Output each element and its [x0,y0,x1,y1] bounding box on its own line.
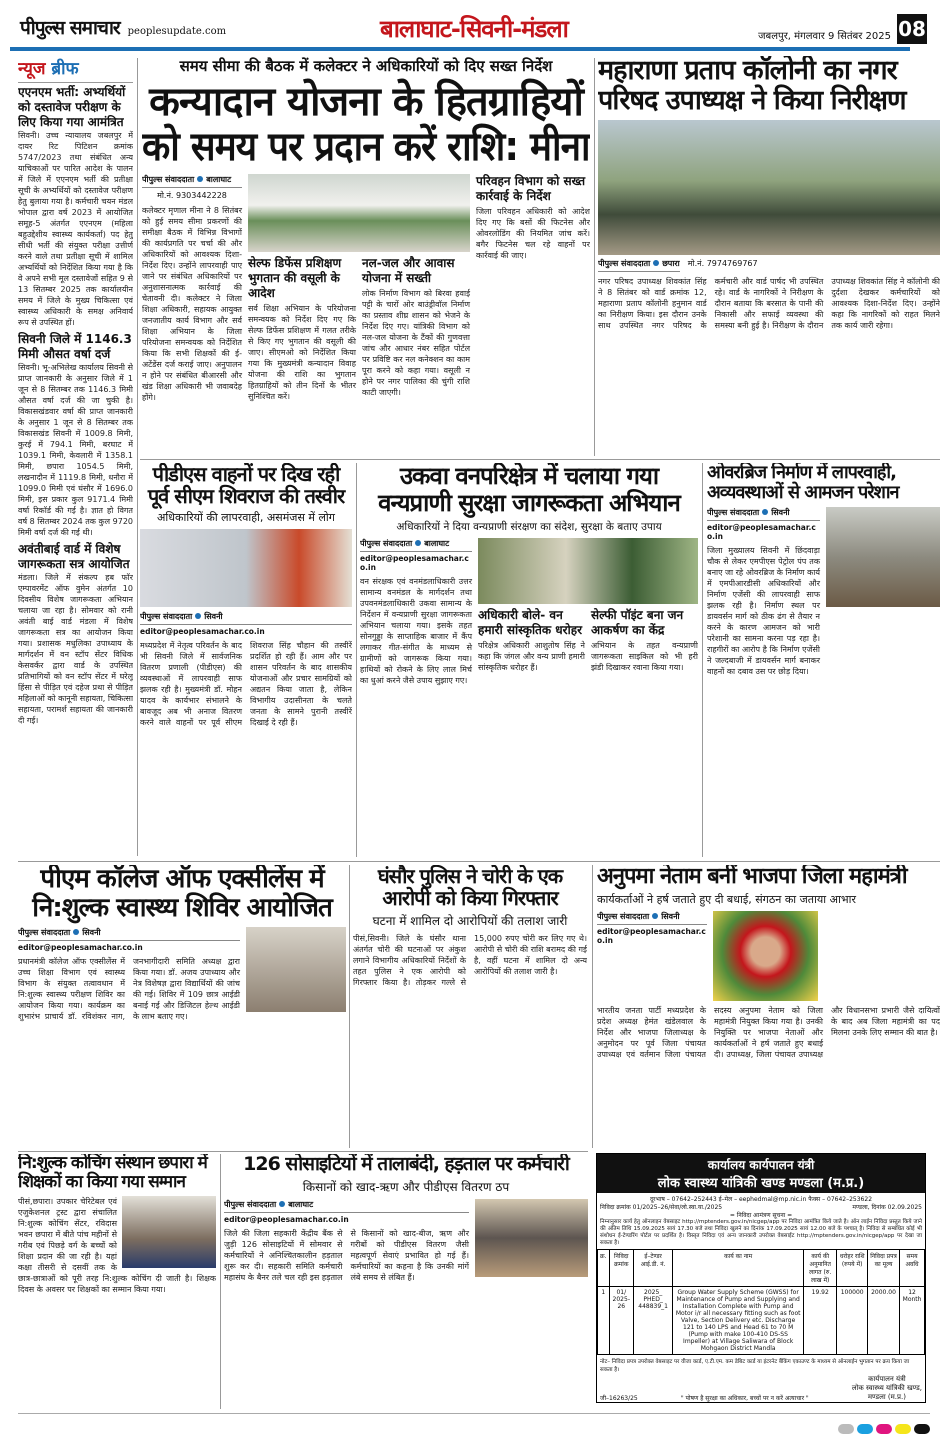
subhead: नल-जल और आवास योजना में सख्ती [362,255,455,285]
pds-headline: पीडीएस वाहनों पर दिख रही पूर्व सीएम शिवराज की तस्वीर [147,463,345,509]
ukwa-headline: उकवा वनपरिक्षेत्र में चलाया गया वन्यप्राणी सुरक्षा जागरूकता अभियान [378,463,680,517]
magenta-swatch-icon [876,1424,892,1434]
tender-contact: दूरभाष – 07642–252443 ई–मेल – eephedmal@mp.nic.in फैक्स – 07642–253622 [649,1196,873,1203]
anupama-body [597,1005,940,1060]
news-brief-column [18,56,133,856]
column-divider [349,865,350,1148]
ghansaur-headline: घंसौर पुलिस ने चोरी के एक आरोपी को किया गिरफ्तार [377,865,563,911]
subhead-body: जिला परिवहन अधिकारी को आदेश दिए गए कि बसों की फिटनेस और ओवरलोडिंग की नियमित जांच करें। बगैर फिटनेस चल रहे वाहनों पर कार्रवाई की जाए। [476,206,590,260]
subhead: परिवहन विभाग को सख्त कार्रवाई के निर्देश [476,173,586,203]
cyan-swatch-icon [857,1424,873,1434]
colony-headline: महाराणा प्रताप कॉलोनी का नगर परिषद उपाध्यक्ष ने किया निरीक्षण [598,56,906,117]
email: editor@peoplesamachar.co.in [18,943,143,953]
subhead: सेल्फ डिफेंस प्रशिक्षण भुगतान की वसूली के आदेश [248,255,342,300]
email: editor@peoplesamachar.co.in [224,1215,349,1225]
bridge-story [707,463,940,857]
tender-intro: निम्नानुसार कार्य हेतु ऑनलाइन वेबसाइट http://mptenders.gov.in/nicgep/app पर निविदा आमंत्रित किये जाते है। ऑन लाईन निविदा प्रस्तुत किये जाने की अंतिम तिथि 15.09.2025 सायं 17.30 बजे तथा निविदा खुलने का दिनांक 17.09.2025 सायं 12.00 बजे के पश्चात् है। निविदा से सम्बंधित कोई भी संशोधन ई-टेण्डरिंग पोर्टल पर प्रदर्शित है। विस्तृत निविदा एवं अन्य जानकारी उपरोक्त वेबसाईट http://mptenders.gov.in/nicgep/app पर देखा जा सकता है। [600,1219,922,1246]
lead-body: कलेक्टर मृणाल मीना ने 8 सितंबर को हुई समय सीमा प्रकरणों की समीक्षा बैठक में विभिन्न विभागों की कार्यप्रगति पर चर्चा की और अधिकारियों को आवश्यक दिशा-निर्देश दिए। उन्होंने लापरवाही पाए जाने पर संबंधित अधिकारियों पर अनुशासनात्मक कार्रवाई की चेतावनी दी। कलेक्टर ने जिला शिक्षा अधिकारी, सहायक आयुक्त जनजातीय कार्य विभाग और सर्व शिक्षा अभियान के जिला परियोजना समन्वयक को निर्देशित किया कि सभी शिक्षकों की ई-अटेंडेंस दर्ज कराई जाए। अनुपालन न होने पर संबंधित बीआरसी और खंड शिक्षा अधिकारी भी जवाबदेह होंगे। [142,205,242,402]
subhead: सेल्फी पॉइंट बना जन आकर्षण का केंद्र [591,607,684,637]
dateline-block [758,14,927,44]
societies-story [224,1154,588,1409]
byline: पीपुल्स संवाददाता बालाघाट [224,1199,469,1213]
tender-note: नोट– निविदा प्रपत्र उपरोक्त वेबसाइट पर वीजा कार्ड, ए.टी.एम. कम डेबिट कार्ड या इंटरनेट बैंकिंग एकाउण्ट के माध्यम से ऑनलाईन भुगतान पर क्रय किया जा सकता है। [600,1359,910,1373]
subhead-body: परिक्षेत्र अधिकारी आशुतोष सिंह ने कहा कि जंगल और वन्य प्राणी हमारी सांस्कृतिक धरोहर हैं। [478,640,585,672]
table-header-cell: कार्य का नाम [673,1250,804,1287]
pds-truck-photo [140,529,352,607]
strike-photo [475,1199,588,1277]
website-link[interactable]: peoplesupdate.com [127,26,227,37]
lead-story [142,56,590,456]
ukwa-story [360,463,698,857]
societies-headline: 126 सोसाइटियों में तालाबंदी, हड़ताल पर कर्मचारी [243,1154,569,1175]
subhead-body: लोक निर्माण विभाग को बिरवा हवाई पट्टी के चारों ओर बाउंड्रीवॉल निर्माण का प्रस्ताव शीघ्र शासन को भेजने के निर्देश दिए गए। यांत्रिकी विभाग को नल-जल योजना के टैंकों की गुणवत्ता जांच और आधार नंबर सहित पोर्टल पर प्रविष्टि कर नल कनेक्शन का काम पूरा करने को कहा गया। वसूली न होने पर नगर पालिका की चुंगी राशि काटी जाएगी। [362,288,470,397]
ukwa-body: वन संरक्षक एवं वनमंडलाधिकारी उत्तर सामान्य वनमंडल के मार्गदर्शन तथा उपवनमंडलाधिकारी उकवा सामान्य के निर्देशन में वन्यप्राणी सुरक्षा जागरूकता अभियान चलाया गया। इसके तहत सोनगुड्डा के साप्ताहिक बाजार में कैंप लगाकर गीत-संगीत के माध्यम से ग्रामीणों को जागरूक किया गया। हाथियों को रोकने के लिए लाल मिर्च का धुआं करने जैसे उपाय सुझाए गए। [360,576,472,685]
ukwa-col-3 [591,604,698,673]
table-cell: 100000 [837,1287,868,1355]
ghansaur-story [353,865,587,1148]
bullet-icon [653,260,659,266]
portrait-photo [713,911,818,1001]
health-camp-photo [246,927,346,1012]
colony-byline-block [598,258,940,274]
table-header-cell: निविदा प्रपत्र का मूल्य [867,1250,899,1287]
tender-date: मण्डला, दिनांक 02.09.2025 [852,1204,922,1211]
byline: पीपुल्स संवाददाता बालाघाट [142,174,242,188]
tender-code: जी–16263/25 [600,1395,638,1402]
table-header-cell: क्र. [598,1250,610,1287]
tender-slogan: " पोषण है सुरक्षा का अधिकार, बच्चों पर न करें अत्याचार " [680,1395,809,1402]
tender-notice-title: = निविदा आमंत्रण सूचना = [729,1212,793,1219]
tender-notice [596,1153,926,1403]
footer-rule [18,1413,930,1414]
yellow-swatch-icon [895,1424,911,1434]
bullet-icon [197,176,203,182]
pds-deck: अधिकारियों की लापरवाही, असमंजस में लोग [157,510,335,524]
societies-body: जिले की जिला सहकारी केंद्रीय बैंक से जुड़ी 126 सोसाइटियों में सोमवार से कर्मचारियों ने अनिश्चितकालीन हड़ताल शुरू कर दी। सहकारी समिति कर्मचारी महासंघ के बैनर तले चल रही इस हड़ताल से किसानों को खाद-बीज, ऋण और गरीबों को पीडीएस वितरण जैसी महत्वपूर्ण सेवाएं प्रभावित हो गई हैं। कर्मचारियों का कहना है कि उनकी मांगें लंबे समय से लंबित हैं। [224,1229,469,1283]
row-divider [18,1151,588,1152]
college-story [18,865,346,1148]
bullet-icon [195,613,201,619]
table-cell: 1 [598,1287,610,1355]
phone: मो.नं. 9303442228 [157,190,227,200]
ghansaur-body: पीसं,सिवनी। जिले के घंसौर थाना अंतर्गत चोरी की घटनाओं पर अंकुश लगाने विभागीय अधिकारियों निर्देशों के तहत पुलिस ने एक आरोपी को गिरफ्तार किया है। तोड़कर गल्ले से 15,000 रुपए चोरी कर लिए गए थे। आरोपी से चोरी की राशि बरामद की गई है, वहीं घटना में शामिल दो अन्य आरोपियों की तलाश जारी है। [353,933,587,987]
lead-col-2 [248,252,356,402]
brief-body: सिवनी। भू-अभिलेख कार्यालय सिवनी से प्राप्त जानकारी के अनुसार जिले में 1 जून से 8 सितम्बर तक 1146.3 मिमी औसत वर्षा दर्ज की जा चुकी है। विकासखंडवार वर्षा की प्राप्त जानकारी के अनुसार 1 जून से 8 सितम्बर तक विकासखंड सिवनी में 1009.8 मिमी, कुरई में 794.1 मिमी, बरघाट में 1039.1 मिमी, केवलारी में 1358.1 मिमी, छपारा 1054.5 मिमी, लखनादौन में 1119.8 मिमी, धनौरा में 1099.0 मिमी एवं घंसौर में 1696.0 मिमी, इस प्रकार कुल 9171.4 मिमी वर्षा रिकॉर्ड की गई है। ज्ञात हो विगत वर्ष 8 सितम्बर 2024 तक कुल 9720 मिमी वर्षा दर्ज की गई थी। [18,363,133,537]
subhead-body: अभियान के तहत वन्यप्राणी जागरूकता साइकिल को भी हरी झंडी दिखाकर रवाना किया गया। [591,640,698,672]
table-header-cell: धरोहर राशि (रुपये में) [837,1250,868,1287]
coaching-headline: नि:शुल्क कोचिंग संस्थान छपारा में शिक्षकों का किया गया सम्मान [18,1154,207,1193]
brief-title: अवंतीबाई वार्ड में विशेष जागरूकता सत्र आयोजित [18,542,130,571]
signatory: कार्यपालन यंत्री [868,1375,906,1383]
subhead: अधिकारी बोले- वन हमारी सांस्कृतिक धरोहर [478,607,582,637]
brief-title: सिवनी जिले में 1146.3 मिमी औसत वर्षा दर्ज [18,332,132,361]
table-header-cell: ई–टेण्डर आई.डी. नं. [634,1250,673,1287]
byline: पीपुल्स संवाददाता बालाघाट [360,538,472,552]
page-number: 08 [897,14,927,44]
lead-col-1 [142,174,242,456]
brief-label: न्यूज ब्रीफ [18,59,79,79]
lead-center [248,174,470,456]
column-divider [356,463,357,857]
dateline: जबलपुर, मंगलवार 9 सितंबर 2025 [758,31,891,42]
gray-swatch-icon [838,1424,854,1434]
column-divider [220,1154,221,1409]
anupama-deck: कार्यकर्ताओं ने हर्ष जताते हुए दी बधाई, संगठन का जताया आभार [597,892,856,906]
byline: पीपुल्स संवाददाता सिवनी [18,927,240,941]
row-divider [140,459,940,460]
table-header-cell: निविदा क्रमांक [609,1250,634,1287]
bullet-icon [652,913,658,919]
byline: पीपुल्स संवाददाता छपारा [598,258,680,272]
meeting-photo [248,174,470,252]
table-cell: 19.92 [804,1287,837,1355]
coaching-story [18,1154,216,1409]
bridge-col [707,507,820,857]
societies-deck: किसानों को खाद-ऋण और पीडीएस वितरण ठप [302,1180,510,1195]
anupama-top-row [597,911,940,1001]
signatory: मण्डला (म.प्र.) [867,1393,906,1401]
inspection-photo [598,120,940,255]
table-row [598,1287,925,1355]
coaching-body-text: पीसं,छपारा। उपकार चेरिटेबल एवं एजुकेशनल ट्रस्ट द्वारा संचालित नि:शुल्क कोचिंग सेंटर, रविदास भवन छपारा में बीते पांच महीनों से गरीब एवं पिछड़े वर्ग के बच्चों को शिक्षा प्रदान की जा रही है। यहां कक्षा तीसरी से दसवीं तक के छात्र-छात्राओं को पूरी तरह नि:शुल्क कोचिंग दी जाती है। शिक्षक दिवस के अवसर पर शिक्षकों का सम्मान किया गया। [18,1197,216,1295]
anupama-col [597,911,707,1001]
table-header-cell: कार्य की अनुमानित लागत (रु. लाख में) [804,1250,837,1287]
table-cell: Group Water Supply Scheme (GWSS) for Maintenance of Pump and Supplying and Installation Complete with Pump and Motor i/r all necessary fitting such as foot Valve, Section Delivery etc. Discharge 121 to 140 LPS and Head 61 to 70 M (Pump with make 100-410 DS-SS Impeller) at Village Saliwara of Block Mohgaon District Mandla [673,1287,804,1355]
colony-story [598,56,940,456]
tender-banner [597,1154,925,1193]
tender-table [597,1249,925,1355]
tender-title: कार्यालय कार्यपालन यंत्री [707,1158,815,1172]
bullet-icon [73,929,79,935]
lead-kicker: समय सीमा की बैठक में कलेक्टर ने अधिकारियों को दिए सख्त निर्देश [179,57,553,75]
bridge-body: जिला मुख्यालय सिवनी में छिंदवाड़ा चौक से लेकर एमपीएस पेट्रोल पंप तक बनाए जा रहे ओवरब्रिज के निर्माण कार्य में एमपीआरडीसी अधिकारियों और निर्माण एजेंसी की लापरवाही साफ झलक रही है। निर्माण स्थल पर डायवर्सन मार्ग को ठीक ढंग से तैयार न करने के कारण आमजन को भारी परेशानी का सामना करना पड़ रहा है। राहगीरों का आरोप है कि निर्माण एजेंसी ने जल्दबाजी में डायवर्सन मार्ग बनाकर वाहनों का दबाव उस पर छोड़ दिया। [707,546,820,677]
awareness-photo [478,538,698,604]
ukwa-right [478,538,698,857]
email: editor@peoplesamachar.co.in [597,926,706,945]
byline: पीपुल्स संवाददाता सिवनी [140,611,352,625]
signatory: लोक स्वास्थ्य यांत्रिकी खण्ड, [851,1384,922,1392]
column-divider [702,463,703,857]
lead-headline: को समय पर प्रदान करें राशि: मीना [142,123,590,170]
phone: मो.नं. 7974769767 [687,259,758,269]
coaching-photo [122,1196,216,1268]
bullet-icon [762,509,768,515]
column-divider [594,58,595,456]
color-registration-marks [835,1419,930,1438]
column-divider [137,58,138,856]
bridge-photo [826,507,940,607]
college-col [18,927,240,1148]
brief-body: सिवनी। उच्च न्यायालय जबलपुर में दायर रिट पिटिशन क्रमांक 5747/2023 तथा संबंधित अन्य याचिकाओं पर पारित आदेश के पालन में जिले में एएनएम भर्ती की प्रतीक्षा सूची के अभ्यर्थियों को दस्तावेज परीक्षण हेतु बुलाया गया है। कर्मचारी चयन मंडल भोपाल द्वारा वर्ष 2023 में आयोजित समूह-5 अंतर्गत एएनएम (महिला बहुउद्देशीय स्वास्थ्य कार्यकर्ता) पद हेतु सीधी भर्ती की संयुक्त परीक्षा उत्तीर्ण करने वाले तथा प्रतीक्षा सूची में शामिल अभ्यर्थियों को निर्देशित किया गया है कि वे अपने सभी मूल दस्तावेजों सहित 9 से 13 सितम्बर 2025 तक कार्यालयीन समय में जिले के मुख्य चिकित्सा एवं स्वास्थ्य अधिकारी के समक्ष अनिवार्य रूप से उपस्थित हों। [18,131,133,327]
colony-body: नगर परिषद उपाध्यक्ष शिवकांत सिंह ने 8 सितंबर को वार्ड क्रमांक 12, महाराणा प्रताप कॉलोनी हनुमान वार्ड का निरीक्षण किया। इस दौरान उनके साथ उपस्थित नगर परिषद के कर्मचारी और वार्ड पार्षद भी उपस्थित रहे। वार्ड के नागरिकों ने निरीक्षण के दौरान बताया कि बरसात के पानी की निकासी और सफाई व्यवस्था की समस्या बनी हुई है। निरीक्षण के दौरान उपाध्यक्ष शिवकांत सिंह ने कॉलोनी की दुर्दशा देखकर कर्मचारियों को आवश्यक दिशा-निर्देश दिए। उन्होंने कहा कि नागरिकों को राहत मिलने तक कार्य जारी रहेगा। [598,277,940,331]
ukwa-col-1 [360,538,472,857]
pds-body: मध्यप्रदेश में नेतृत्व परिवर्तन के बाद भी सिवनी जिले में सार्वजनिक वितरण प्रणाली (पीडीएस) की व्यवस्थाओं में लापरवाही साफ झलक रही है। मुख्यमंत्री डॉ. मोहन यादव के कार्यभार संभालने के बावजूद अब भी अनाज वितरण करने वाले वाहनों पर पूर्व सीएम शिवराज सिंह चौहान की तस्वीरें प्रदर्शित हो रही हैं। आम और पर शासन परिवर्तन के बाद शासकीय योजनाओं और प्रचार सामग्रियों को अद्यतन किया जाता है, लेकिन विभागीय उदासीनता के चलते जनता के सामने पुरानी तस्वीरें दिखाई दे रही हैं। [140,640,352,727]
byline: पीपुल्स संवाददाता सिवनी [707,507,820,521]
college-body: प्रधानमंत्री कॉलेज ऑफ एक्सीलेंस में उच्च शिक्षा विभाग एवं स्वास्थ्य विभाग के संयुक्त तत्वावधान में नि:शुल्क स्वास्थ्य परीक्षण शिविर का आयोजन किया गया। कार्यक्रम का शुभारंभ प्राचार्य डॉ. रविशंकर नाग, जनभागीदारी समिति अध्यक्ष द्वारा किया गया। डॉ. अजय उपाध्याय और नेत्र विशेषज्ञ द्वारा विद्यार्थियों की जांच की गई। शिविर में 109 छात्र आईडी बनाई गई और डिजिटल हेल्थ आईडी के लाभ बताए गए। [18,957,240,1022]
table-header-cell: समय अवधि [900,1250,925,1287]
college-headline: पीएम कॉलेज ऑफ एक्सीलेंस में नि:शुल्क स्वास्थ्य शिविर आयोजित [32,865,332,924]
column-divider [592,865,593,1148]
masthead [20,14,226,40]
ukwa-deck: अधिकारियों ने दिया वन्यप्राणी संरक्षण का संदेश, सुरक्षा के बताए उपाय [396,520,662,533]
brief-body: मंडला। जिले में संकल्प हब फॉर एम्पावरमेंट ऑफ वुमेन अंतर्गत 10 दिवसीय विशेष जागरूकता अभियान चलाया जा रहा है। सोमवार को रानी अवंती बाई वार्ड मंडला में विशेष जागरूकता सत्र का आयोजन किया गया। प्रशासक मधुलिका उपाध्याय के मार्गदर्शन में वन स्टॉप सेंटर विधिक केसवर्कर द्वारा वार्ड के उपस्थित प्रतिभागियों को वन स्टॉप सेंटर में घरेलू हिंसा से पीड़ित एवं दहेज प्रथा से पीड़ित महिलाओं को कानूनी सहायता, चिकित्सा सहायता, परामर्श सहायता की जानकारी दी गई। [18,573,133,725]
table-cell: 2000.00 [867,1287,899,1355]
row-divider [18,861,940,862]
table-cell: 01/ 2025-26 [609,1287,634,1355]
anupama-headline: अनुपमा नेताम बनीं भाजपा जिला महामंत्री [597,865,907,889]
ghansaur-deck: घटना में शामिल दो आरोपियों की तलाश जारी [372,913,568,928]
header-rule [10,47,910,51]
subhead-body: सर्व शिक्षा अभियान के परियोजना समन्वयक को निर्देश दिए गए कि सेल्फ डिफेंस प्रशिक्षण में गलत तरीके से किए गए भुगतान की वसूली की जाए। सीएमओ को निर्देशित किया गया कि मुख्यमंत्री कन्यादान विवाह योजना की राशि का भुगतान हितग्राहियों को तीन दिनों के भीतर सुनिश्चित करें। [248,303,356,401]
black-swatch-icon [914,1424,930,1434]
lead-col-4 [476,174,590,456]
email: editor@peoplesamachar.co.in [707,523,816,542]
pds-story [140,463,352,857]
table-cell: 12 Month [900,1287,925,1355]
anupama-story [597,865,940,1148]
lead-col-3 [362,252,470,402]
brief-title: एएनएम भर्ती: अभ्यर्थियों को दस्तावेज परीक्षण के लिए किया गया आमंत्रित [18,82,133,130]
bridge-headline: ओवरब्रिज निर्माण में लापरवाही, अव्यवस्थाओं से आमजन परेशान [707,463,899,504]
coaching-body [18,1196,216,1295]
table-cell: 2025_ PHED_ 448839_1 [634,1287,673,1355]
email: editor@peoplesamachar.co.in [360,553,469,572]
bullet-icon [279,1201,285,1207]
societies-col [224,1199,469,1409]
tender-subtitle: लोक स्वास्थ्य यांत्रिकी खण्ड मण्डला (म.प्र.) [657,1176,865,1191]
ukwa-col-2 [478,604,585,673]
newspaper-logo: पीपुल्स समाचार [20,17,120,39]
email: editor@peoplesamachar.co.in [140,626,265,636]
section-title: बालाघाट-सिवनी-मंडला [380,15,568,43]
lead-headline: कन्यादान योजना के हितग्राहियों [149,79,583,125]
tender-ref: निविदा क्रमांक 01/2025–26/सेवा/लो.स्वा.या./2025 [600,1204,723,1211]
bullet-icon [415,540,421,546]
byline: पीपुल्स संवाददाता सिवनी [597,911,707,925]
table-header-row [598,1250,925,1287]
anupama-body-text: भारतीय जनता पार्टी मध्यप्रदेश के प्रदेश अध्यक्ष हेमंत खंडेलवाल के निर्देश और भाजपा जिलाध्यक्ष के अनुमोदन पर पूर्व जिला पंचायत उपाध्यक्ष एवं वर्तमान जिला पंचायत सदस्य अनुपमा नेताम को जिला महामंत्री नियुक्त किया गया है। उनकी नियुक्ति पर भाजपा नेताओं और कार्यकर्ताओं ने हर्ष जताते हुए बधाई दी। उपाध्यक्ष, जिला पंचायत उपाध्यक्ष और विधानसभा प्रभारी जैसे दायित्वों के बाद अब जिला महामंत्री का पद मिलना उनके लिए सम्मान की बात है। [597,1005,940,1059]
